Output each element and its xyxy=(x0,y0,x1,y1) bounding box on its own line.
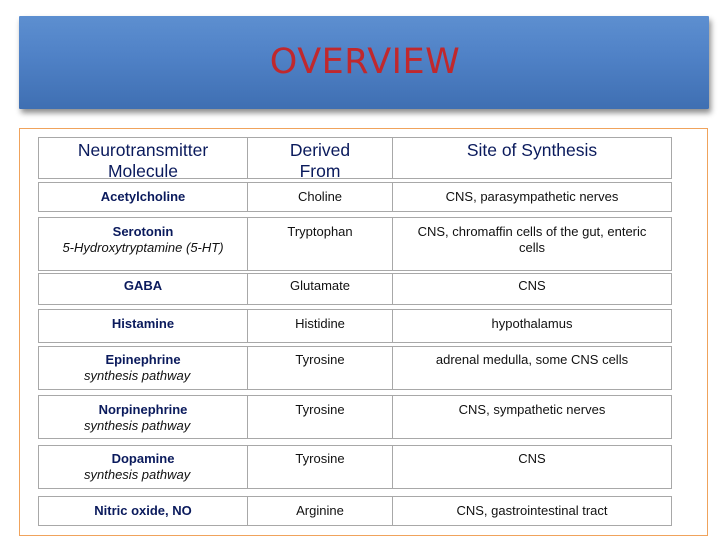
header-site xyxy=(393,138,671,178)
header-derived xyxy=(248,138,393,181)
table-row xyxy=(38,273,672,305)
synthesis-site: CNS, parasympathetic nerves xyxy=(445,189,619,204)
molecule-name: GABA xyxy=(123,278,163,293)
synthesis-site: CNS, chromaffin cells of the gut, enteric cells xyxy=(417,224,647,255)
synthesis-site: CNS xyxy=(518,451,546,466)
synthesis-site: CNS xyxy=(518,278,546,293)
header-molecule-line1: Neurotransmitter xyxy=(77,140,209,160)
table-header-row xyxy=(38,137,672,179)
header-derived-line2: From xyxy=(299,161,341,181)
header-molecule xyxy=(39,138,248,181)
molecule-subtitle: 5-Hydroxytryptamine (5-HT) xyxy=(62,240,224,255)
derived-from: Tyrosine xyxy=(295,451,345,466)
synthesis-site: adrenal medulla, some CNS cells xyxy=(435,352,629,367)
slide-title: OVERVIEW xyxy=(269,42,461,82)
table-row xyxy=(38,182,672,212)
derived-from: Glutamate xyxy=(290,278,350,293)
derived-from: Tyrosine xyxy=(295,352,345,367)
molecule-name: Serotonin xyxy=(112,224,174,239)
molecule-name: Norpinephrine xyxy=(98,402,188,417)
table-row xyxy=(38,496,672,526)
derived-from: Choline xyxy=(297,189,343,204)
molecule-name: Nitric oxide, NO xyxy=(94,503,192,518)
synthesis-site: CNS, sympathetic nerves xyxy=(458,402,606,417)
molecule-name: Acetylcholine xyxy=(100,189,186,204)
molecule-name: Histamine xyxy=(111,316,175,331)
header-molecule-line2: Molecule xyxy=(107,161,179,181)
table-row xyxy=(38,445,672,489)
table-row xyxy=(38,346,672,390)
derived-from: Tryptophan xyxy=(287,224,353,239)
table-row xyxy=(38,395,672,439)
molecule-subtitle: synthesis pathway xyxy=(84,418,191,433)
table-row xyxy=(38,217,672,271)
molecule-name: Epinephrine xyxy=(105,352,181,367)
table-row xyxy=(38,309,672,343)
molecule-name: Dopamine xyxy=(111,451,175,466)
header-derived-line1: Derived xyxy=(289,140,351,160)
derived-from: Histidine xyxy=(295,316,345,331)
header-site-label: Site of Synthesis xyxy=(466,140,598,160)
molecule-subtitle: synthesis pathway xyxy=(84,368,191,383)
synthesis-site: CNS, gastrointestinal tract xyxy=(456,503,608,518)
derived-from: Arginine xyxy=(296,503,344,518)
molecule-subtitle: synthesis pathway xyxy=(84,467,191,482)
synthesis-site: hypothalamus xyxy=(491,316,573,331)
derived-from: Tyrosine xyxy=(295,402,345,417)
